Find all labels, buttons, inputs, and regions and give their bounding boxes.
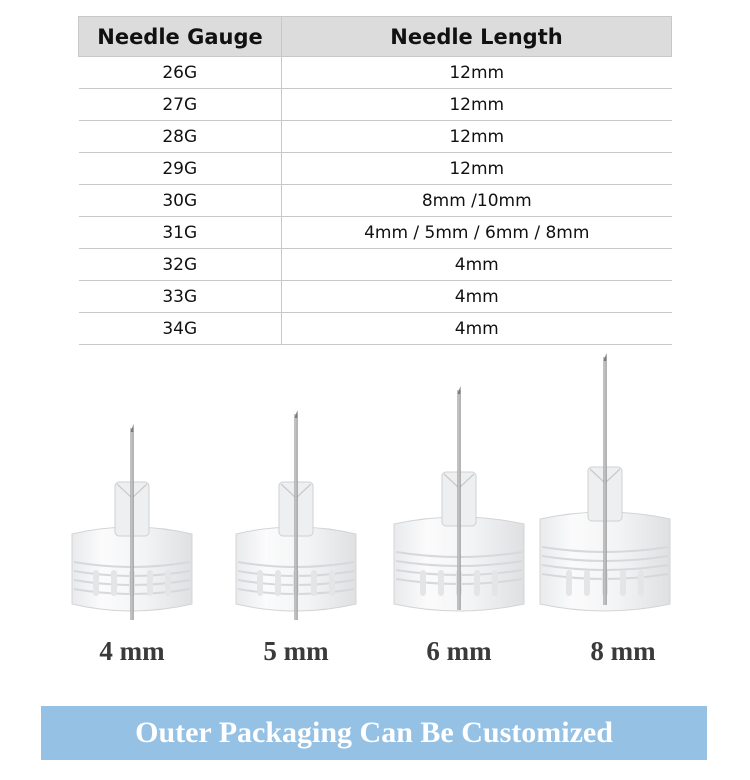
length-cell: 4mm	[282, 313, 672, 345]
table-row	[79, 57, 672, 89]
pen-needle-4mm	[72, 424, 192, 620]
length-cell: 8mm /10mm	[282, 185, 672, 217]
length-cell: 12mm	[282, 57, 672, 89]
table-row	[79, 217, 672, 249]
gauge-cell: 34G	[79, 313, 282, 345]
gauge-cell: 31G	[79, 217, 282, 249]
hub-slot	[165, 570, 171, 596]
needle-shaft	[130, 428, 133, 620]
table-header-row	[79, 17, 672, 57]
gauge-cell: 30G	[79, 185, 282, 217]
table-row	[79, 121, 672, 153]
gauge-cell: 33G	[79, 281, 282, 313]
gauge-cell: 26G	[79, 57, 282, 89]
hub-slot	[438, 570, 444, 596]
pen-needle-6mm	[394, 386, 524, 611]
needle-label-5mm: 5 mm	[263, 636, 329, 666]
hub-slot	[93, 570, 99, 596]
hub-slot	[566, 570, 572, 596]
hub-slot	[111, 570, 117, 596]
table-row	[79, 281, 672, 313]
gauge-cell: 29G	[79, 153, 282, 185]
length-cell: 4mm	[282, 281, 672, 313]
length-cell: 4mm / 5mm / 6mm / 8mm	[282, 217, 672, 249]
pen-needle-5mm	[236, 410, 356, 620]
needle-label-6mm: 6 mm	[426, 636, 492, 666]
gauge-cell: 27G	[79, 89, 282, 121]
length-cell: 4mm	[282, 249, 672, 281]
table-row	[79, 249, 672, 281]
table-row	[79, 185, 672, 217]
hub-slot	[311, 570, 317, 596]
hub-slot	[584, 570, 590, 596]
customization-banner	[41, 706, 707, 760]
hub-slot	[638, 570, 644, 596]
hub-slot	[329, 570, 335, 596]
gauge-cell: 28G	[79, 121, 282, 153]
hub-slot	[147, 570, 153, 596]
table-row	[79, 153, 672, 185]
hub-slot	[474, 570, 480, 596]
needle-shaft	[294, 414, 297, 620]
length-cell: 12mm	[282, 121, 672, 153]
length-cell: 12mm	[282, 153, 672, 185]
length-cell: 12mm	[282, 89, 672, 121]
needle-shaft	[603, 357, 606, 605]
hub-slot	[620, 570, 626, 596]
header-needle-length: Needle Length	[282, 17, 672, 57]
hub-slot	[275, 570, 281, 596]
hub-slot	[420, 570, 426, 596]
needle-label-4mm: 4 mm	[99, 636, 165, 666]
needle-spec-table	[78, 16, 672, 345]
banner-text: Outer Packaging Can Be Customized	[135, 716, 613, 749]
pen-needles-illustration	[0, 340, 750, 640]
needle-label-8mm: 8 mm	[590, 636, 656, 666]
hub-slot	[257, 570, 263, 596]
needle-shaft	[457, 390, 460, 610]
table-row	[79, 89, 672, 121]
gauge-cell: 32G	[79, 249, 282, 281]
pen-needle-8mm	[540, 353, 670, 611]
hub-slot	[492, 570, 498, 596]
header-needle-gauge: Needle Gauge	[79, 17, 282, 57]
